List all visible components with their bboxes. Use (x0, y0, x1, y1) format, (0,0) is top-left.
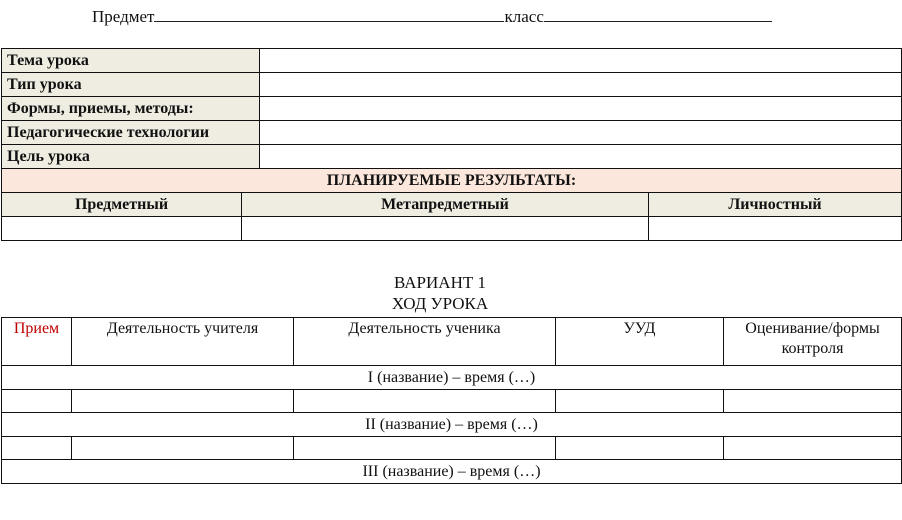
technologies-label: Педагогические технологии (2, 121, 260, 145)
lesson-type-label: Тип урока (2, 73, 260, 97)
lesson-goal-value[interactable] (260, 145, 902, 169)
personal-results-header: Личностный (649, 193, 902, 217)
table-cell[interactable] (72, 437, 294, 460)
lesson-goal-label: Цель урока (2, 145, 260, 169)
subject-label: Предмет (92, 7, 155, 26)
subject-blank[interactable] (154, 4, 504, 22)
table-cell[interactable] (724, 437, 902, 460)
results-columns-row (2, 193, 902, 217)
lesson-info-row (2, 145, 902, 169)
lesson-flow-title: ХОД УРОКА (391, 294, 489, 313)
class-blank[interactable] (544, 4, 772, 22)
subject-results-cell[interactable] (2, 217, 242, 241)
lesson-info-table (1, 48, 902, 241)
lesson-topic-label: Тема урока (2, 49, 260, 73)
teacher-activity-header: Деятельность учителя (72, 318, 294, 366)
stage-2-content-row (2, 437, 902, 460)
results-values-row (2, 217, 902, 241)
lesson-info-row (2, 121, 902, 145)
methods-value[interactable] (260, 97, 902, 121)
table-cell[interactable] (556, 390, 724, 413)
lesson-topic-value[interactable] (260, 49, 902, 73)
lesson-info-row (2, 49, 902, 73)
lesson-type-value[interactable] (260, 73, 902, 97)
subject-class-line (92, 4, 772, 27)
table-cell[interactable] (2, 437, 72, 460)
stage-row (2, 413, 902, 437)
variant-title: ВАРИАНТ 1 (394, 273, 486, 292)
meta-results-cell[interactable] (242, 217, 649, 241)
variant-heading (0, 272, 880, 314)
table-cell[interactable] (294, 437, 556, 460)
table-cell[interactable] (556, 437, 724, 460)
planned-results-row (2, 169, 902, 193)
table-cell[interactable] (294, 390, 556, 413)
class-label: класс (504, 7, 544, 26)
stage-2-title: II (название) – время (…) (2, 413, 902, 437)
stage-row (2, 460, 902, 484)
personal-results-cell[interactable] (649, 217, 902, 241)
table-cell[interactable] (724, 390, 902, 413)
stage-1-content-row (2, 390, 902, 413)
student-activity-header: Деятельность ученика (294, 318, 556, 366)
subject-results-header: Предметный (2, 193, 242, 217)
stage-1-title: I (название) – время (…) (2, 366, 902, 390)
stage-3-title: III (название) – время (…) (2, 460, 902, 484)
lesson-info-row (2, 97, 902, 121)
technologies-value[interactable] (260, 121, 902, 145)
planned-results-title: ПЛАНИРУЕМЫЕ РЕЗУЛЬТАТЫ: (2, 169, 902, 193)
technique-header: Прием (2, 318, 72, 366)
lesson-flow-table (1, 317, 902, 484)
stage-row (2, 366, 902, 390)
lesson-flow-header-row (2, 318, 902, 366)
lesson-info-row (2, 73, 902, 97)
methods-label: Формы, приемы, методы: (2, 97, 260, 121)
meta-results-header: Метапредметный (242, 193, 649, 217)
assessment-header: Оценивание/формы контроля (724, 318, 902, 366)
table-cell[interactable] (72, 390, 294, 413)
uud-header: УУД (556, 318, 724, 366)
table-cell[interactable] (2, 390, 72, 413)
